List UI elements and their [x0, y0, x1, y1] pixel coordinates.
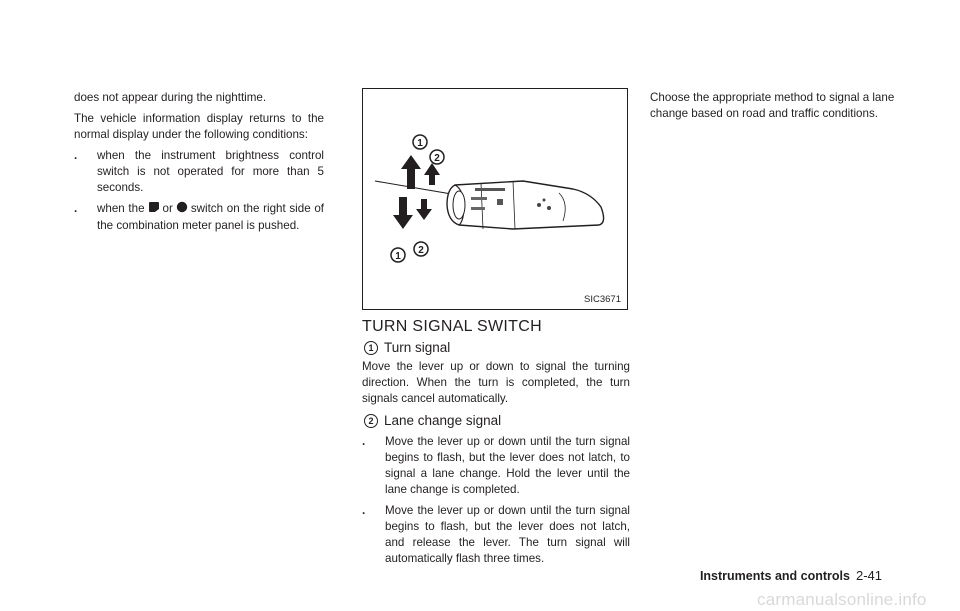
- section-title: TURN SIGNAL SWITCH: [362, 318, 542, 335]
- bullet-marker: .: [362, 504, 366, 517]
- page-footer: [700, 568, 882, 583]
- bullet-lane-change-hold: [362, 434, 630, 498]
- bullet-switch-mid: or: [162, 202, 173, 215]
- subheading-lane-change: [362, 413, 630, 428]
- bullet-marker: .: [74, 149, 78, 162]
- figure-label-2-up: 2: [434, 153, 440, 164]
- turn-signal-lever-illustration: [363, 89, 627, 309]
- paragraph-turn-signal: Move the lever up or down to signal the turning direction. When the turn is completed, the turn signals cancel automatically.: [362, 360, 630, 405]
- bullet-brightness-text: when the instrument brightness control switch is not operated for more than 5 seconds.: [97, 149, 324, 194]
- bullet-marker: .: [74, 202, 78, 215]
- round-switch-icon: [176, 201, 188, 218]
- paragraph-normal-display: The vehicle information display returns to the normal display under the following conditions:: [74, 112, 324, 141]
- paragraph-choose-method: Choose the appropriate method to signal a lane change based on road and traffic conditions.: [650, 91, 895, 120]
- number-2-icon: 2: [364, 414, 378, 428]
- square-switch-icon: [148, 201, 160, 218]
- number-1-icon: 1: [364, 341, 378, 355]
- page-number: 2-41: [855, 568, 882, 583]
- middle-column: [362, 318, 630, 567]
- left-column: [74, 90, 324, 234]
- right-column: [650, 90, 920, 122]
- subheading-lane-change-text: Lane change signal: [384, 413, 502, 428]
- figure-labels: [391, 135, 444, 262]
- footer-section: Instruments and controls: [699, 569, 850, 583]
- bullet-lane-change-release-text: Move the lever up or down until the turn signal begins to flash, but the lever does not latch, and release the lever. The turn signal will automatically flash three times.: [385, 504, 630, 565]
- paragraph-nighttime: does not appear during the nighttime.: [74, 91, 267, 104]
- bullet-switch-pre: when the: [97, 202, 145, 215]
- subheading-turn-signal: [362, 340, 630, 355]
- bullet-brightness: [74, 148, 324, 196]
- bullet-lane-change-hold-text: Move the lever up or down until the turn signal begins to flash, but the lever does not latch, to signal a lane change. Hold the lever until the lane change is completed.: [385, 435, 630, 496]
- bullet-switch-post: switch on the right side of the combination meter panel is pushed.: [97, 202, 324, 232]
- figure-label-2-down: 2: [418, 245, 424, 256]
- watermark: carmanualsonline.info: [757, 590, 927, 609]
- bullet-lane-change-release: [362, 503, 630, 567]
- subheading-turn-signal-text: Turn signal: [384, 340, 451, 355]
- turn-signal-figure: [362, 88, 628, 310]
- figure-label-1-up: 1: [417, 138, 423, 149]
- figure-code: SIC3671: [584, 294, 621, 305]
- figure-label-1-down: 1: [395, 251, 401, 262]
- bullet-marker: .: [362, 435, 366, 448]
- bullet-switch: [74, 201, 324, 234]
